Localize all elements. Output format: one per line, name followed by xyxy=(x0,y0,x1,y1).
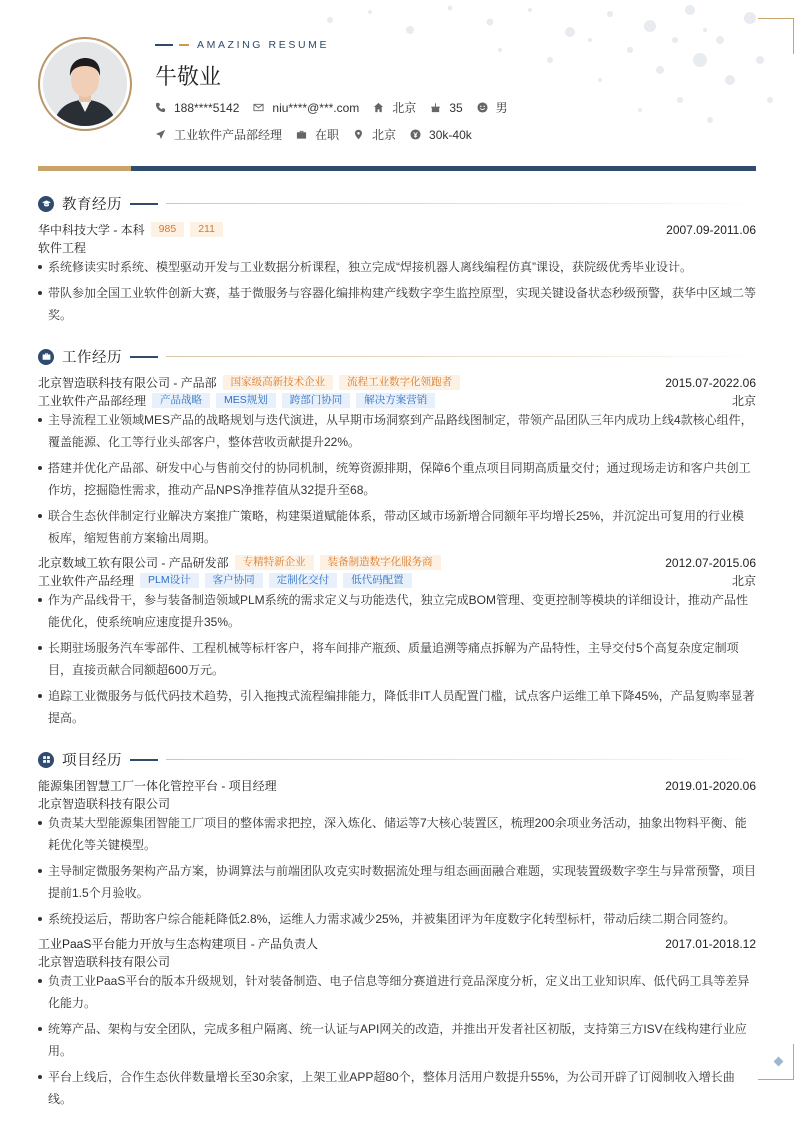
email-text: niu****@***.com xyxy=(272,100,360,115)
section-heading: 工作经历 xyxy=(62,350,122,366)
job-intent-row xyxy=(155,126,486,143)
smiley-icon xyxy=(477,102,488,113)
skill-badge: 产品战略 xyxy=(152,393,210,408)
section-heading: 教育经历 xyxy=(62,197,122,213)
city-item xyxy=(373,99,416,116)
section-rule-light xyxy=(166,203,756,204)
work-location: 北京 xyxy=(731,574,756,588)
work-bullet: 作为产品线骨干，参与装备制造领域PLM系统的需求定义与功能迭代，独立完成BOM管理、变更控制等模块的详细设计，推动产品性能优化，使系统响应速度提升35%。 xyxy=(38,589,756,633)
person-icon xyxy=(43,42,127,126)
work-entry-header xyxy=(38,554,756,571)
gender-text: 男 xyxy=(495,101,508,115)
contact-row xyxy=(155,99,522,116)
education-bullet: 带队参加全国工业软件创新大赛，基于微服务与容器化编排构建产线数字孪生监控原型，实现关键设备状态秒级预警，获华中区域二等奖。 xyxy=(38,282,756,326)
send-icon xyxy=(155,129,166,140)
project-bullet: 统筹产品、架构与安全团队，完成多租户隔离、统一认证与API网关的改造，并推出开发者社区初版，支持第三方ISV在线构建行业应用。 xyxy=(38,1018,756,1062)
header-divider-navy xyxy=(131,166,756,171)
salary-text: 30k-40k xyxy=(429,127,472,142)
cake-icon xyxy=(430,102,441,113)
tagline-rule-dark xyxy=(155,44,173,46)
age-item xyxy=(430,101,462,115)
education-bullet: 系统修读实时系统、模型驱动开发与工业数据分析课程，独立完成“焊接机器人离线编程仿真”课设，获院级优秀毕业设计。 xyxy=(38,256,756,278)
school-badge: 211 xyxy=(190,222,223,237)
project-bullet: 平台上线后，合作生态伙伴数量增长至30余家，上架工业APP超80个，整体月活用户数提升55%，为公司开辟了订阅制收入增长曲线。 xyxy=(38,1066,756,1110)
work-entry-header xyxy=(38,374,756,391)
project-bullet: 主导制定微服务架构产品方案，协调算法与前端团队攻克实时数据流处理与组态画面融合难题，实现装置级数字孪生与异常预警，项目提前1.5个月验收。 xyxy=(38,860,756,904)
salary-item xyxy=(410,128,472,142)
home-icon xyxy=(373,102,384,113)
work-dates: 2015.07-2022.06 xyxy=(665,375,756,390)
gender-item xyxy=(477,99,508,116)
email-item xyxy=(253,101,359,115)
project-org: 北京智造联科技有限公司 xyxy=(38,797,171,811)
project-org-row xyxy=(38,795,756,812)
project-entry-header xyxy=(38,777,756,794)
section-rule-light xyxy=(166,759,756,760)
tagline-rule-gold xyxy=(179,44,189,46)
company-name: 北京数域工软有限公司 - 产品研发部 xyxy=(38,556,229,570)
position-item xyxy=(155,126,282,143)
company-badge: 专精特新企业 xyxy=(235,555,314,570)
skill-badge: 解决方案营销 xyxy=(356,393,435,408)
project-dates: 2017.01-2018.12 xyxy=(665,936,756,951)
corner-decoration-top-right xyxy=(758,18,794,54)
target-city-text: 北京 xyxy=(372,128,397,142)
work-bullet: 主导流程工业领域MES产品的战略规划与迭代演进，从早期市场洞察到产品路线图制定，带领产品团队三年内成功上线4款核心组件，覆盖能源、化工等行业头部客户，整体营收贡献提升22%。 xyxy=(38,409,756,453)
work-title-row xyxy=(38,572,756,589)
briefcase-icon xyxy=(296,129,307,140)
briefcase-icon xyxy=(38,349,54,365)
candidate-name: 牛敬业 xyxy=(155,65,222,90)
header-divider-gold xyxy=(38,166,131,171)
money-icon xyxy=(410,129,421,140)
skill-badge: 客户协同 xyxy=(205,573,263,588)
project-entry-header xyxy=(38,935,756,952)
project-dates: 2019.01-2020.06 xyxy=(665,778,756,793)
position-text: 工业软件产品部经理 xyxy=(174,128,283,142)
section-rule-dark xyxy=(130,356,158,358)
work-bullet: 追踪工业微服务与低代码技术趋势，引入拖拽式流程编排能力，降低非IT人员配置门槛，试点客户运维工单下降45%，产品复购率显著提高。 xyxy=(38,685,756,729)
section-heading: 项目经历 xyxy=(62,753,122,769)
company-badge: 流程工业数字化领跑者 xyxy=(339,375,460,390)
skill-badge: 定制化交付 xyxy=(269,573,338,588)
section-work-title xyxy=(38,346,756,367)
phone-icon xyxy=(155,102,166,113)
location-pin-icon xyxy=(353,129,364,140)
company-badge: 国家级高新技术企业 xyxy=(223,375,334,390)
project-name: 能源集团智慧工厂一体化管控平台 - 项目经理 xyxy=(38,779,277,793)
project-name: 工业PaaS平台能力开放与生态构建项目 - 产品负责人 xyxy=(38,937,319,951)
phone-text: 188****5142 xyxy=(174,100,240,115)
skill-badge: 跨部门协同 xyxy=(282,393,351,408)
section-projects-title xyxy=(38,749,756,770)
major: 软件工程 xyxy=(38,241,87,255)
project-bullet: 负责工业PaaS平台的版本升级规划，针对装备制造、电子信息等细分赛道进行竞品深度分析，定义出工业知识库、低代码工具等差异化能力。 xyxy=(38,970,756,1014)
education-entry-header xyxy=(38,221,756,238)
education-dates: 2007.09-2011.06 xyxy=(666,222,756,237)
graduation-cap-icon xyxy=(38,196,54,212)
target-city-item xyxy=(353,126,396,143)
section-education-title xyxy=(38,193,756,214)
section-rule-dark xyxy=(130,203,158,205)
work-dates: 2012.07-2015.06 xyxy=(665,555,756,570)
decorative-dots-background xyxy=(300,0,794,140)
job-title: 工业软件产品部经理 xyxy=(38,394,147,408)
tagline xyxy=(155,39,329,51)
avatar xyxy=(43,42,127,126)
work-bullet: 长期驻场服务汽车零部件、工程机械等标杆客户，将车间排产瓶颈、质量追溯等痛点拆解为产品特性，主导交付5个高复杂度定制项目，直接贡献合同额超600万元。 xyxy=(38,637,756,681)
project-bullet: 负责某大型能源集团智能工厂项目的整体需求把控，深入炼化、储运等7大核心装置区，梳理200余项业务活动，抽象出物料平衡、能耗优化等关键模型。 xyxy=(38,812,756,856)
header-divider-bar xyxy=(38,166,756,171)
skill-badge: 低代码配置 xyxy=(343,573,412,588)
section-rule-light xyxy=(166,356,756,357)
skill-badge: PLM设计 xyxy=(140,573,199,588)
grid-icon xyxy=(38,752,54,768)
phone-item xyxy=(155,101,239,115)
education-major-row xyxy=(38,239,756,256)
work-location: 北京 xyxy=(731,394,756,408)
project-org: 北京智造联科技有限公司 xyxy=(38,955,171,969)
status-item xyxy=(296,126,339,143)
project-bullet: 系统投运后，帮助客户综合能耗降低2.8%，运维人力需求减少25%，并被集团评为年度数字化转型标杆，带动后续二期合同签约。 xyxy=(38,908,756,930)
tagline-text: AMAZING RESUME xyxy=(197,39,330,51)
status-text: 在职 xyxy=(315,128,340,142)
city-text: 北京 xyxy=(392,101,417,115)
mail-icon xyxy=(253,102,264,113)
company-name: 北京智造联科技有限公司 - 产品部 xyxy=(38,376,217,390)
school-badge: 985 xyxy=(151,222,185,237)
skill-badge: MES规划 xyxy=(216,393,276,408)
section-rule-dark xyxy=(130,759,158,761)
project-org-row xyxy=(38,953,756,970)
work-bullet: 联合生态伙伴制定行业解决方案推广策略，构建渠道赋能体系，带动区域市场新增合同额年平均增长25%，并沉淀出可复用的行业模板库，缩短售前方案输出周期。 xyxy=(38,505,756,549)
company-badge: 装备制造数字化服务商 xyxy=(320,555,441,570)
school-name: 华中科技大学 - 本科 xyxy=(38,223,145,237)
work-title-row xyxy=(38,392,756,409)
age-text: 35 xyxy=(449,100,463,115)
work-bullet: 搭建并优化产品部、研发中心与售前交付的协同机制，统筹资源排期，保障6个重点项目同期高质量交付；通过现场走访和客户共创工作坊，挖掘隐性需求，推动产品NPS净推荐值从32提升至68。 xyxy=(38,457,756,501)
job-title: 工业软件产品经理 xyxy=(38,574,135,588)
